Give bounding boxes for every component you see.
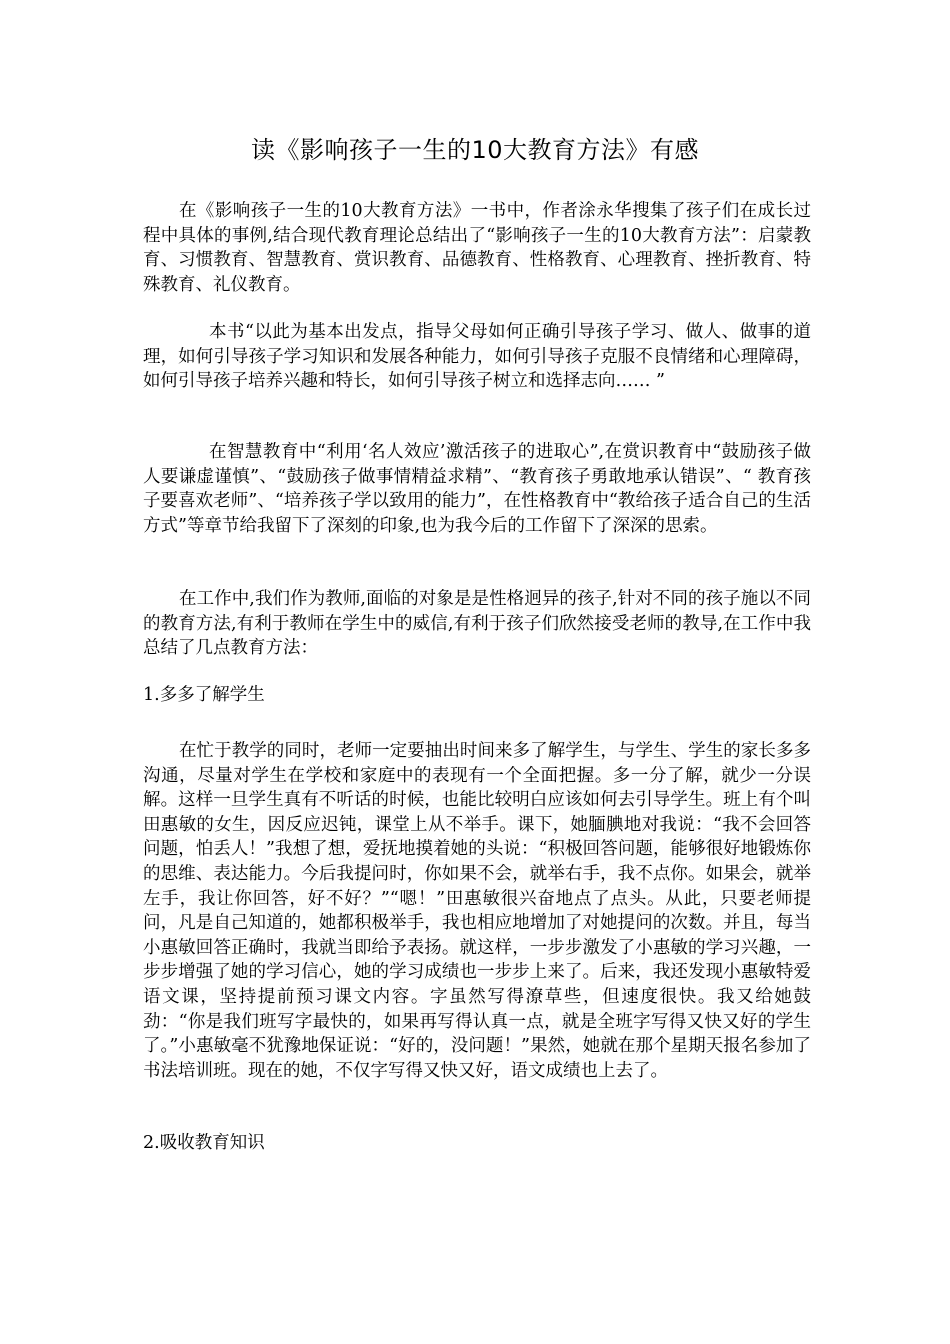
section-heading-1: 1.多多了解学生 bbox=[143, 685, 265, 705]
paragraph-book-quote: 本书“以此为基本出发点，指导父母如何正确引导孩子学习、做人、做事的道理，如何引导孩子学习知识和发展各种能力，如何引导孩子克服不良情绪和心理障碍，如何引导孩子培养兴趣和特长，如何引导孩子树立和选择志向…… ” bbox=[143, 322, 811, 392]
paragraph-wisdom-education: 在智慧教育中“利用‘名人效应’激活孩子的进取心”,在赏识教育中“鼓励孩子做人要谦虚谨慎”、“鼓励孩子做事情精益求精”、“教育孩子勇敢地承认错误”、“ 教育孩子要喜欢老师”、“培养孩子学以致用的能力”，在性格教育中“教给孩子适合自己的生活方式”等章节给我留下了深刻的印象,也为我今后的工作留下了深深的思索。 bbox=[143, 442, 811, 536]
paragraph-understand-students: 在忙于教学的同时，老师一定要抽出时间来多了解学生，与学生、学生的家长多多沟通，尽量对学生在学校和家庭中的表现有一个全面把握。多一分了解，就少一分误解。这样一旦学生真有不听话的时候，也能比较明白应该如何去引导学生。班上有个叫田惠敏的女生，因反应迟钝，课堂上从不举手。课下，她腼腆地对我说：“我不会回答问题，怕丢人！”我想了想，爱抚地摸着她的头说：“积极回答问题，能够很好地锻炼你的思维、表达能力。今后我提问时，你如果不会，就举右手，我不点你。如果会，就举左手，我让你回答，好不好？”“嗯！”田惠敏很兴奋地点了点头。从此，只要老师提问，凡是自己知道的，她都积极举手，我也相应地增加了对她提问的次数。并且，每当小惠敏回答正确时，我就当即给予表扬。就这样，一步步激发了小惠敏的学习兴趣，一步步增强了她的学习信心，她的学习成绩也一步步上来了。后来，我还发现小惠敏特爱语文课，坚持提前预习课文内容。字虽然写得潦草些，但速度很快。我又给她鼓劲：“你是我们班写字最快的，如果再写得认真一点，就是全班字写得又快又好的学生了。”小惠敏毫不犹豫地保证说：“好的，没问题！”果然，她就在那个星期天报名参加了书法培训班。现在的她，不仅字写得又快又好，语文成绩也上去了。 bbox=[143, 741, 811, 1081]
section-heading-2: 2.吸收教育知识 bbox=[143, 1133, 265, 1153]
paragraph-work-methods: 在工作中,我们作为教师,面临的对象是是性格迥异的孩子,针对不同的孩子施以不同的教育方法,有利于教师在学生中的威信,有利于孩子们欣然接受老师的教导,在工作中我总结了几点教育方法： bbox=[143, 589, 811, 659]
document-title: 读《影响孩子一生的10大教育方法》有感 bbox=[250, 136, 700, 164]
paragraph-intro: 在《影响孩子一生的10大教育方法》一书中，作者涂永华搜集了孩子们在成长过程中具体的事例,结合现代教育理论总结出了“影响孩子一生的10大教育方法”：启蒙教育、习惯教育、智慧教育、赏识教育、品德教育、性格教育、心理教育、挫折教育、特殊教育、礼仪教育。 bbox=[143, 201, 811, 295]
